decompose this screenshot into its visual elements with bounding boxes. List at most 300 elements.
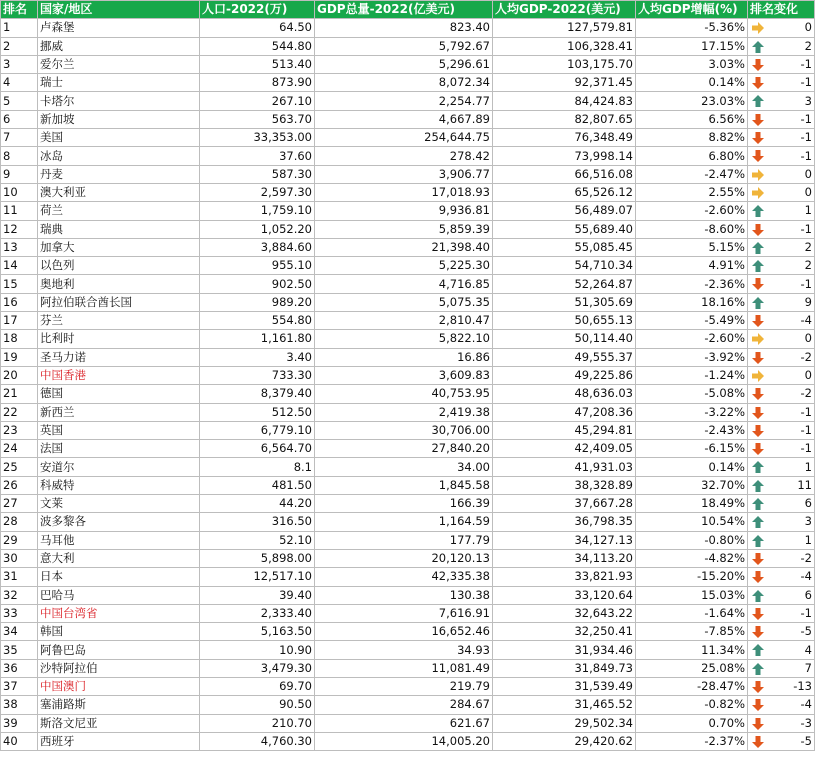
cell-rank[interactable]: 27 <box>1 495 38 513</box>
cell-growth[interactable]: -6.15% <box>636 440 748 458</box>
cell-rank[interactable]: 22 <box>1 403 38 421</box>
cell-population[interactable]: 2,333.40 <box>200 604 315 622</box>
cell-gdp-per-capita[interactable]: 32,250.41 <box>493 623 636 641</box>
cell-rank-change[interactable] <box>748 732 815 750</box>
header-gdp-per-capita[interactable]: 人均GDP-2022(美元) <box>493 1 636 19</box>
cell-growth[interactable]: 4.91% <box>636 257 748 275</box>
cell-population[interactable]: 5,163.50 <box>200 623 315 641</box>
cell-rank[interactable]: 15 <box>1 275 38 293</box>
cell-gdp-total[interactable]: 9,936.81 <box>315 202 493 220</box>
rank-change-value: -2 <box>800 386 812 401</box>
header-country[interactable]: 国家/地区 <box>38 1 200 19</box>
cell-rank[interactable]: 5 <box>1 92 38 110</box>
cell-population[interactable]: 8,379.40 <box>200 385 315 403</box>
header-population[interactable]: 人口-2022(万) <box>200 1 315 19</box>
cell-country[interactable]: 加拿大 <box>38 238 200 256</box>
cell-country[interactable]: 中国台湾省 <box>38 604 200 622</box>
cell-rank-change[interactable] <box>748 37 815 55</box>
cell-growth[interactable]: 18.16% <box>636 293 748 311</box>
cell-gdp-per-capita[interactable]: 32,643.22 <box>493 604 636 622</box>
cell-rank-change[interactable] <box>748 238 815 256</box>
cell-rank[interactable]: 31 <box>1 568 38 586</box>
cell-gdp-total[interactable]: 621.67 <box>315 714 493 732</box>
cell-gdp-total[interactable]: 21,398.40 <box>315 238 493 256</box>
cell-country[interactable]: 法国 <box>38 440 200 458</box>
cell-population[interactable]: 481.50 <box>200 476 315 494</box>
rank-change-value: -1 <box>800 404 812 419</box>
cell-gdp-per-capita[interactable]: 92,371.45 <box>493 74 636 92</box>
header-growth[interactable]: 人均GDP增幅(%) <box>636 1 748 19</box>
cell-gdp-per-capita[interactable]: 29,420.62 <box>493 732 636 750</box>
cell-population[interactable]: 563.70 <box>200 110 315 128</box>
cell-population[interactable]: 733.30 <box>200 366 315 384</box>
cell-gdp-per-capita[interactable]: 31,465.52 <box>493 696 636 714</box>
cell-gdp-total[interactable]: 823.40 <box>315 19 493 37</box>
cell-rank-change[interactable] <box>748 330 815 348</box>
cell-gdp-per-capita[interactable]: 54,710.34 <box>493 257 636 275</box>
cell-rank[interactable]: 6 <box>1 110 38 128</box>
cell-country[interactable]: 德国 <box>38 385 200 403</box>
cell-gdp-per-capita[interactable]: 41,931.03 <box>493 458 636 476</box>
cell-population[interactable]: 52.10 <box>200 531 315 549</box>
cell-rank-change[interactable] <box>748 183 815 201</box>
cell-rank-change[interactable] <box>748 129 815 147</box>
cell-growth[interactable]: -5.49% <box>636 312 748 330</box>
cell-rank[interactable]: 32 <box>1 586 38 604</box>
cell-population[interactable]: 6,779.10 <box>200 421 315 439</box>
cell-growth[interactable]: 23.03% <box>636 92 748 110</box>
cell-growth[interactable]: -7.85% <box>636 623 748 641</box>
cell-growth[interactable]: 0.70% <box>636 714 748 732</box>
cell-rank[interactable]: 26 <box>1 476 38 494</box>
cell-country[interactable]: 中国香港 <box>38 366 200 384</box>
cell-gdp-total[interactable]: 2,419.38 <box>315 403 493 421</box>
cell-rank-change[interactable] <box>748 495 815 513</box>
cell-population[interactable]: 544.80 <box>200 37 315 55</box>
cell-population[interactable]: 873.90 <box>200 74 315 92</box>
cell-gdp-total[interactable]: 8,072.34 <box>315 74 493 92</box>
cell-rank-change[interactable] <box>748 641 815 659</box>
cell-growth[interactable]: 15.03% <box>636 586 748 604</box>
cell-rank[interactable]: 14 <box>1 257 38 275</box>
cell-gdp-total[interactable]: 20,120.13 <box>315 549 493 567</box>
cell-gdp-per-capita[interactable]: 33,821.93 <box>493 568 636 586</box>
cell-rank-change[interactable] <box>748 348 815 366</box>
cell-population[interactable]: 210.70 <box>200 714 315 732</box>
cell-country[interactable]: 韩国 <box>38 623 200 641</box>
cell-rank[interactable]: 25 <box>1 458 38 476</box>
cell-country[interactable]: 科威特 <box>38 476 200 494</box>
cell-gdp-total[interactable]: 17,018.93 <box>315 183 493 201</box>
cell-rank-change[interactable] <box>748 55 815 73</box>
cell-country[interactable]: 荷兰 <box>38 202 200 220</box>
cell-country[interactable]: 巴哈马 <box>38 586 200 604</box>
cell-rank[interactable]: 11 <box>1 202 38 220</box>
cell-growth[interactable]: -3.22% <box>636 403 748 421</box>
cell-gdp-total[interactable]: 4,667.89 <box>315 110 493 128</box>
cell-growth[interactable]: -1.24% <box>636 366 748 384</box>
header-gdp-total[interactable]: GDP总量-2022(亿美元) <box>315 1 493 19</box>
cell-growth[interactable]: 2.55% <box>636 183 748 201</box>
cell-rank[interactable]: 24 <box>1 440 38 458</box>
cell-rank-change[interactable] <box>748 110 815 128</box>
cell-population[interactable]: 513.40 <box>200 55 315 73</box>
cell-country[interactable]: 挪威 <box>38 37 200 55</box>
cell-country[interactable]: 安道尔 <box>38 458 200 476</box>
cell-country[interactable]: 沙特阿拉伯 <box>38 659 200 677</box>
cell-rank-change[interactable] <box>748 366 815 384</box>
cell-gdp-total[interactable]: 177.79 <box>315 531 493 549</box>
cell-gdp-per-capita[interactable]: 50,114.40 <box>493 330 636 348</box>
cell-gdp-total[interactable]: 40,753.95 <box>315 385 493 403</box>
cell-rank-change[interactable] <box>748 586 815 604</box>
cell-gdp-per-capita[interactable]: 31,934.46 <box>493 641 636 659</box>
cell-country[interactable]: 文莱 <box>38 495 200 513</box>
cell-population[interactable]: 90.50 <box>200 696 315 714</box>
cell-gdp-per-capita[interactable]: 55,085.45 <box>493 238 636 256</box>
cell-growth[interactable]: -8.60% <box>636 220 748 238</box>
cell-growth[interactable]: -1.64% <box>636 604 748 622</box>
cell-gdp-total[interactable]: 4,716.85 <box>315 275 493 293</box>
cell-country[interactable]: 中国澳门 <box>38 677 200 695</box>
cell-country[interactable]: 日本 <box>38 568 200 586</box>
table-row <box>1 604 815 622</box>
cell-rank[interactable]: 9 <box>1 165 38 183</box>
cell-rank[interactable]: 21 <box>1 385 38 403</box>
cell-rank[interactable]: 37 <box>1 677 38 695</box>
cell-rank-change[interactable] <box>748 513 815 531</box>
table-row <box>1 549 815 567</box>
cell-growth[interactable]: 3.03% <box>636 55 748 73</box>
cell-country[interactable]: 波多黎各 <box>38 513 200 531</box>
up-arrow-icon <box>751 515 765 529</box>
cell-rank-change[interactable] <box>748 220 815 238</box>
cell-country[interactable]: 英国 <box>38 421 200 439</box>
cell-gdp-per-capita[interactable]: 29,502.34 <box>493 714 636 732</box>
cell-gdp-total[interactable]: 254,644.75 <box>315 129 493 147</box>
cell-country[interactable]: 芬兰 <box>38 312 200 330</box>
cell-population[interactable]: 3.40 <box>200 348 315 366</box>
cell-rank-change[interactable] <box>748 440 815 458</box>
cell-rank-change[interactable] <box>748 165 815 183</box>
cell-rank[interactable]: 19 <box>1 348 38 366</box>
cell-population[interactable]: 8.1 <box>200 458 315 476</box>
cell-gdp-total[interactable]: 42,335.38 <box>315 568 493 586</box>
cell-gdp-total[interactable]: 5,859.39 <box>315 220 493 238</box>
cell-population[interactable]: 3,884.60 <box>200 238 315 256</box>
cell-gdp-total[interactable]: 1,164.59 <box>315 513 493 531</box>
header-rank-change[interactable]: 排名变化 <box>748 1 815 19</box>
cell-rank-change[interactable] <box>748 257 815 275</box>
cell-growth[interactable]: -2.60% <box>636 330 748 348</box>
cell-population[interactable]: 33,353.00 <box>200 129 315 147</box>
cell-rank[interactable]: 3 <box>1 55 38 73</box>
cell-gdp-total[interactable]: 30,706.00 <box>315 421 493 439</box>
cell-gdp-total[interactable]: 14,005.20 <box>315 732 493 750</box>
cell-growth[interactable]: -2.47% <box>636 165 748 183</box>
cell-rank[interactable]: 18 <box>1 330 38 348</box>
cell-rank-change[interactable] <box>748 549 815 567</box>
cell-rank-change[interactable] <box>748 677 815 695</box>
cell-gdp-per-capita[interactable]: 36,798.35 <box>493 513 636 531</box>
cell-growth[interactable]: 32.70% <box>636 476 748 494</box>
cell-rank[interactable]: 36 <box>1 659 38 677</box>
cell-growth[interactable]: 8.82% <box>636 129 748 147</box>
cell-gdp-total[interactable]: 166.39 <box>315 495 493 513</box>
cell-population[interactable]: 1,161.80 <box>200 330 315 348</box>
cell-gdp-total[interactable]: 3,609.83 <box>315 366 493 384</box>
cell-gdp-total[interactable]: 11,081.49 <box>315 659 493 677</box>
cell-gdp-per-capita[interactable]: 73,998.14 <box>493 147 636 165</box>
cell-growth[interactable]: 25.08% <box>636 659 748 677</box>
cell-rank[interactable]: 7 <box>1 129 38 147</box>
cell-growth[interactable]: -3.92% <box>636 348 748 366</box>
down-arrow-icon <box>751 406 765 420</box>
cell-gdp-per-capita[interactable]: 47,208.36 <box>493 403 636 421</box>
cell-gdp-total[interactable]: 5,822.10 <box>315 330 493 348</box>
cell-rank-change[interactable] <box>748 275 815 293</box>
cell-population[interactable]: 902.50 <box>200 275 315 293</box>
cell-growth[interactable]: -2.43% <box>636 421 748 439</box>
cell-population[interactable]: 554.80 <box>200 312 315 330</box>
cell-country[interactable]: 美国 <box>38 129 200 147</box>
cell-growth[interactable]: 6.80% <box>636 147 748 165</box>
cell-country[interactable]: 斯洛文尼亚 <box>38 714 200 732</box>
cell-population[interactable]: 69.70 <box>200 677 315 695</box>
cell-rank[interactable]: 13 <box>1 238 38 256</box>
cell-population[interactable]: 3,479.30 <box>200 659 315 677</box>
cell-rank[interactable]: 20 <box>1 366 38 384</box>
cell-growth[interactable]: -4.82% <box>636 549 748 567</box>
cell-rank-change[interactable] <box>748 696 815 714</box>
cell-rank[interactable]: 30 <box>1 549 38 567</box>
cell-country[interactable]: 比利时 <box>38 330 200 348</box>
cell-population[interactable]: 44.20 <box>200 495 315 513</box>
cell-population[interactable]: 5,898.00 <box>200 549 315 567</box>
cell-rank-change[interactable] <box>748 623 815 641</box>
cell-gdp-total[interactable]: 284.67 <box>315 696 493 714</box>
cell-gdp-per-capita[interactable]: 106,328.41 <box>493 37 636 55</box>
cell-gdp-per-capita[interactable]: 55,689.40 <box>493 220 636 238</box>
header-rank[interactable]: 排名 <box>1 1 38 19</box>
cell-gdp-total[interactable]: 219.79 <box>315 677 493 695</box>
cell-growth[interactable]: -0.80% <box>636 531 748 549</box>
cell-gdp-total[interactable]: 130.38 <box>315 586 493 604</box>
cell-country[interactable]: 西班牙 <box>38 732 200 750</box>
cell-rank[interactable]: 34 <box>1 623 38 641</box>
cell-rank-change[interactable] <box>748 293 815 311</box>
cell-gdp-total[interactable]: 16,652.46 <box>315 623 493 641</box>
rank-change-value: -4 <box>800 697 812 712</box>
cell-gdp-per-capita[interactable]: 82,807.65 <box>493 110 636 128</box>
cell-rank-change[interactable] <box>748 403 815 421</box>
cell-country[interactable]: 丹麦 <box>38 165 200 183</box>
cell-rank[interactable]: 16 <box>1 293 38 311</box>
cell-population[interactable]: 587.30 <box>200 165 315 183</box>
cell-growth[interactable]: -28.47% <box>636 677 748 695</box>
cell-population[interactable]: 64.50 <box>200 19 315 37</box>
cell-growth[interactable]: -2.60% <box>636 202 748 220</box>
cell-growth[interactable]: -15.20% <box>636 568 748 586</box>
cell-growth[interactable]: 11.34% <box>636 641 748 659</box>
cell-growth[interactable]: 10.54% <box>636 513 748 531</box>
cell-gdp-total[interactable]: 34.00 <box>315 458 493 476</box>
cell-gdp-per-capita[interactable]: 45,294.81 <box>493 421 636 439</box>
cell-growth[interactable]: 6.56% <box>636 110 748 128</box>
cell-gdp-per-capita[interactable]: 76,348.49 <box>493 129 636 147</box>
cell-growth[interactable]: 0.14% <box>636 458 748 476</box>
cell-rank-change[interactable] <box>748 312 815 330</box>
cell-gdp-total[interactable]: 27,840.20 <box>315 440 493 458</box>
cell-gdp-total[interactable]: 1,845.58 <box>315 476 493 494</box>
cell-rank-change[interactable] <box>748 531 815 549</box>
cell-country[interactable]: 阿鲁巴岛 <box>38 641 200 659</box>
cell-rank[interactable]: 2 <box>1 37 38 55</box>
cell-country[interactable]: 瑞典 <box>38 220 200 238</box>
cell-growth[interactable]: 17.15% <box>636 37 748 55</box>
cell-gdp-per-capita[interactable]: 66,516.08 <box>493 165 636 183</box>
cell-gdp-total[interactable]: 3,906.77 <box>315 165 493 183</box>
rank-change-value: -1 <box>800 111 812 126</box>
cell-gdp-per-capita[interactable]: 31,849.73 <box>493 659 636 677</box>
cell-country[interactable]: 塞浦路斯 <box>38 696 200 714</box>
cell-growth[interactable]: -5.08% <box>636 385 748 403</box>
cell-population[interactable]: 512.50 <box>200 403 315 421</box>
cell-growth[interactable]: -2.37% <box>636 732 748 750</box>
cell-growth[interactable]: 5.15% <box>636 238 748 256</box>
cell-rank[interactable]: 23 <box>1 421 38 439</box>
cell-growth[interactable]: 18.49% <box>636 495 748 513</box>
cell-rank-change[interactable] <box>748 458 815 476</box>
cell-population[interactable]: 955.10 <box>200 257 315 275</box>
cell-country[interactable]: 新加坡 <box>38 110 200 128</box>
cell-country[interactable]: 瑞士 <box>38 74 200 92</box>
cell-population[interactable]: 1,759.10 <box>200 202 315 220</box>
cell-growth[interactable]: -2.36% <box>636 275 748 293</box>
cell-gdp-total[interactable]: 5,296.61 <box>315 55 493 73</box>
table-row <box>1 220 815 238</box>
cell-gdp-per-capita[interactable]: 51,305.69 <box>493 293 636 311</box>
cell-gdp-per-capita[interactable]: 52,264.87 <box>493 275 636 293</box>
cell-gdp-total[interactable]: 34.93 <box>315 641 493 659</box>
cell-country[interactable]: 阿拉伯联合酋长国 <box>38 293 200 311</box>
cell-population[interactable]: 39.40 <box>200 586 315 604</box>
cell-rank-change[interactable] <box>748 19 815 37</box>
cell-country[interactable]: 奥地利 <box>38 275 200 293</box>
cell-population[interactable]: 37.60 <box>200 147 315 165</box>
cell-rank[interactable]: 39 <box>1 714 38 732</box>
cell-gdp-per-capita[interactable]: 42,409.05 <box>493 440 636 458</box>
cell-rank[interactable]: 29 <box>1 531 38 549</box>
cell-rank[interactable]: 17 <box>1 312 38 330</box>
cell-gdp-total[interactable]: 5,792.67 <box>315 37 493 55</box>
cell-population[interactable]: 316.50 <box>200 513 315 531</box>
cell-rank[interactable]: 4 <box>1 74 38 92</box>
cell-gdp-per-capita[interactable]: 48,636.03 <box>493 385 636 403</box>
cell-rank[interactable]: 1 <box>1 19 38 37</box>
cell-rank[interactable]: 12 <box>1 220 38 238</box>
cell-rank-change[interactable] <box>748 659 815 677</box>
cell-gdp-per-capita[interactable]: 33,120.64 <box>493 586 636 604</box>
cell-gdp-total[interactable]: 278.42 <box>315 147 493 165</box>
cell-gdp-per-capita[interactable]: 37,667.28 <box>493 495 636 513</box>
cell-gdp-per-capita[interactable]: 49,225.86 <box>493 366 636 384</box>
cell-gdp-per-capita[interactable]: 31,539.49 <box>493 677 636 695</box>
cell-gdp-total[interactable]: 2,254.77 <box>315 92 493 110</box>
cell-gdp-per-capita[interactable]: 50,655.13 <box>493 312 636 330</box>
cell-gdp-per-capita[interactable]: 84,424.83 <box>493 92 636 110</box>
cell-population[interactable]: 2,597.30 <box>200 183 315 201</box>
cell-rank-change[interactable] <box>748 385 815 403</box>
cell-gdp-total[interactable]: 16.86 <box>315 348 493 366</box>
cell-rank-change[interactable] <box>748 202 815 220</box>
rank-change-value: -3 <box>800 715 812 730</box>
cell-country[interactable]: 澳大利亚 <box>38 183 200 201</box>
cell-gdp-per-capita[interactable]: 38,328.89 <box>493 476 636 494</box>
cell-gdp-per-capita[interactable]: 65,526.12 <box>493 183 636 201</box>
cell-country[interactable]: 新西兰 <box>38 403 200 421</box>
down-arrow-icon <box>751 680 765 694</box>
cell-growth[interactable]: -5.36% <box>636 19 748 37</box>
cell-population[interactable]: 12,517.10 <box>200 568 315 586</box>
cell-rank-change[interactable] <box>748 92 815 110</box>
cell-gdp-per-capita[interactable]: 127,579.81 <box>493 19 636 37</box>
cell-population[interactable]: 267.10 <box>200 92 315 110</box>
cell-country[interactable]: 卢森堡 <box>38 19 200 37</box>
cell-gdp-per-capita[interactable]: 103,175.70 <box>493 55 636 73</box>
cell-country[interactable]: 爱尔兰 <box>38 55 200 73</box>
cell-rank[interactable]: 35 <box>1 641 38 659</box>
cell-population[interactable]: 6,564.70 <box>200 440 315 458</box>
cell-gdp-per-capita[interactable]: 34,127.13 <box>493 531 636 549</box>
cell-rank[interactable]: 8 <box>1 147 38 165</box>
cell-population[interactable]: 1,052.20 <box>200 220 315 238</box>
cell-country[interactable]: 冰岛 <box>38 147 200 165</box>
cell-country[interactable]: 意大利 <box>38 549 200 567</box>
cell-rank-change[interactable] <box>748 604 815 622</box>
cell-country[interactable]: 卡塔尔 <box>38 92 200 110</box>
cell-country[interactable]: 马耳他 <box>38 531 200 549</box>
cell-growth[interactable]: 0.14% <box>636 74 748 92</box>
cell-population[interactable]: 10.90 <box>200 641 315 659</box>
cell-population[interactable]: 989.20 <box>200 293 315 311</box>
cell-gdp-total[interactable]: 2,810.47 <box>315 312 493 330</box>
cell-rank-change[interactable] <box>748 74 815 92</box>
cell-rank[interactable]: 33 <box>1 604 38 622</box>
cell-gdp-per-capita[interactable]: 34,113.20 <box>493 549 636 567</box>
cell-rank[interactable]: 28 <box>1 513 38 531</box>
cell-rank-change[interactable] <box>748 568 815 586</box>
cell-rank-change[interactable] <box>748 476 815 494</box>
cell-gdp-per-capita[interactable]: 56,489.07 <box>493 202 636 220</box>
cell-rank[interactable]: 10 <box>1 183 38 201</box>
cell-rank-change[interactable] <box>748 147 815 165</box>
cell-country[interactable]: 以色列 <box>38 257 200 275</box>
rank-change-value: -1 <box>800 221 812 236</box>
cell-rank-change[interactable] <box>748 421 815 439</box>
cell-gdp-total[interactable]: 5,225.30 <box>315 257 493 275</box>
cell-rank[interactable]: 38 <box>1 696 38 714</box>
cell-rank[interactable]: 40 <box>1 732 38 750</box>
cell-gdp-total[interactable]: 5,075.35 <box>315 293 493 311</box>
down-arrow-icon <box>751 552 765 566</box>
cell-growth[interactable]: -0.82% <box>636 696 748 714</box>
cell-population[interactable]: 4,760.30 <box>200 732 315 750</box>
cell-rank-change[interactable] <box>748 714 815 732</box>
cell-country[interactable]: 圣马力诺 <box>38 348 200 366</box>
cell-gdp-per-capita[interactable]: 49,555.37 <box>493 348 636 366</box>
cell-gdp-total[interactable]: 7,616.91 <box>315 604 493 622</box>
